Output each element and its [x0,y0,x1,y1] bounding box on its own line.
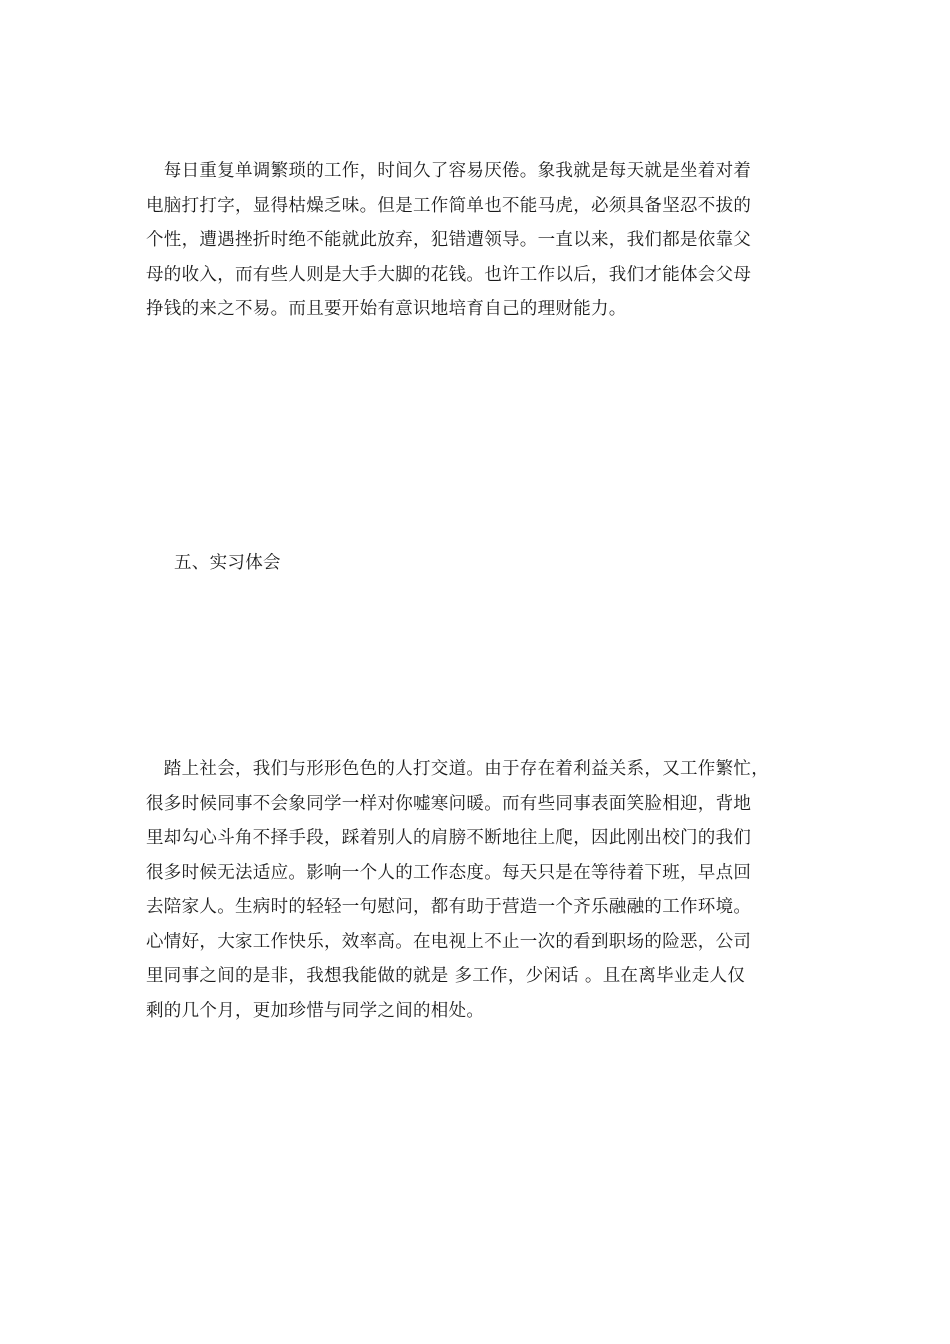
paragraph-line: 踏上社会，我们与形形色色的人打交道。由于存在着利益关系，又工作繁忙， [146,759,769,779]
paragraph-line: 剩的几个月，更加珍惜与同学之间的相处。 [146,1000,485,1021]
paragraph-line: 里却勾心斗角不择手段，踩着别人的肩膀不断地往上爬，因此刚出校门的我们 [146,828,752,848]
paragraph-line: 心情好，大家工作快乐，效率高。在电视上不止一次的看到职场的险恶，公司 [146,931,752,952]
paragraph-work-routine [146,154,836,327]
paragraph-line: 电脑打打字，显得枯燥乏味。但是工作简单也不能马虎，必须具备坚忍不拔的 [146,195,752,216]
paragraph-line: 挣钱的来之不易。而且要开始有意识地培育自己的理财能力。 [146,299,627,319]
paragraph-line: 每日重复单调繁琐的工作，时间久了容易厌倦。象我就是每天就是坐着对着 [146,161,752,181]
paragraph-line: 母的收入，而有些人则是大手大脚的花钱。也许工作以后，我们才能体会父母 [146,264,752,285]
paragraph-line: 里同事之间的是非，我想我能做的就是 多工作，少闲话 。且在离毕业走人仅 [146,966,746,986]
section-heading: 五、实习体会 [174,553,281,573]
paragraph-line: 很多时候无法适应。影响一个人的工作态度。每天只是在等待着下班，早点回 [146,862,752,883]
paragraph-line: 很多时候同事不会象同学一样对你嘘寒问暖。而有些同事表面笑脸相迎，背地 [146,793,752,814]
paragraph-line: 去陪家人。生病时的轻轻一句慰问，都有助于营造一个齐乐融融的工作环境。 [146,897,752,917]
paragraph-line: 个性，遭遇挫折时绝不能就此放弃，犯错遭领导。一直以来，我们都是依靠父 [146,230,752,250]
paragraph-internship-reflection [146,752,836,1028]
